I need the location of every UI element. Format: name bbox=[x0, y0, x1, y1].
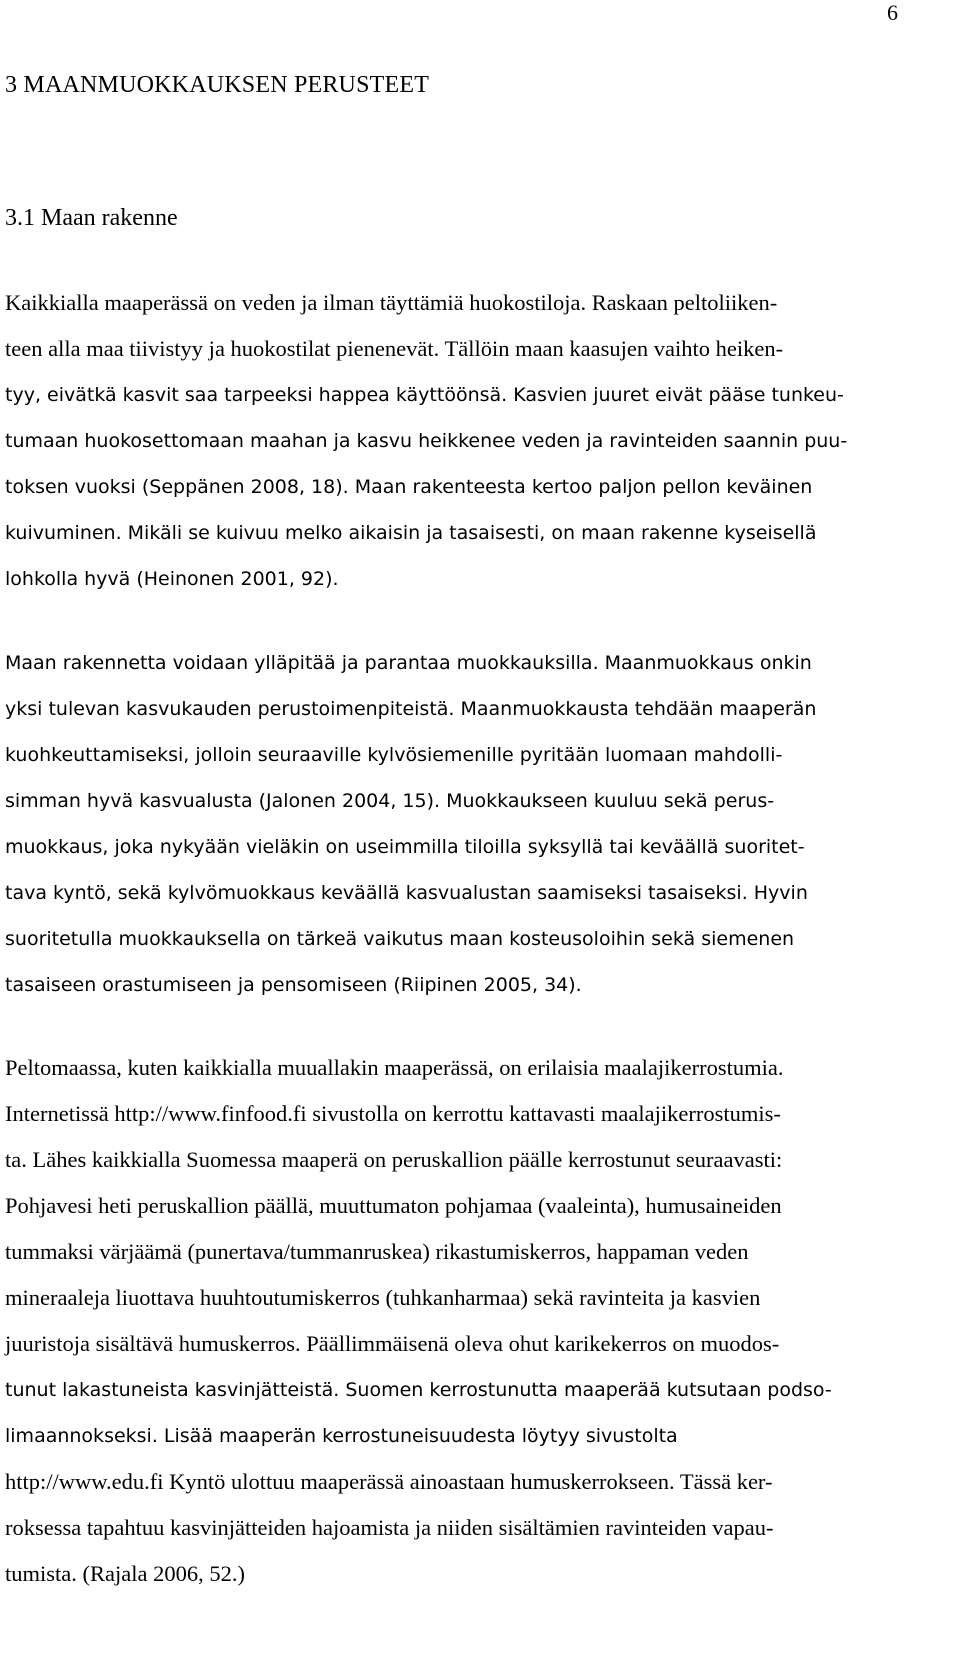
paragraph-line: Kaikkialla maaperässä on veden ja ilman täyttämiä huokostiloja. Raskaan peltoliiken- bbox=[5, 290, 778, 315]
paragraph-line: teen alla maa tiivistyy ja huokostilat pienenevät. Tällöin maan kaasujen vaihto heiken- bbox=[5, 336, 784, 361]
paragraph-line: tumaan huokosettomaan maahan ja kasvu heikkenee veden ja ravinteiden saannin puu- bbox=[5, 430, 848, 452]
paragraph-tillage bbox=[5, 640, 905, 1008]
paragraph-line: toksen vuoksi (Seppänen 2008, 18). Maan rakenteesta kertoo paljon pellon keväinen bbox=[5, 476, 813, 498]
paragraph-line: Peltomaassa, kuten kaikkialla muuallakin maaperässä, on erilaisia maalajikerrostumia. bbox=[5, 1055, 784, 1080]
page-number: 6 bbox=[887, 0, 898, 25]
paragraph-line: tummaksi värjäämä (punertava/tummanruskea) rikastumiskerros, happaman veden bbox=[5, 1239, 749, 1264]
paragraph-line: tunut lakastuneista kasvinjätteistä. Suomen kerrostunutta maaperää kutsutaan podso- bbox=[5, 1379, 832, 1401]
paragraph-soil-structure bbox=[5, 280, 905, 602]
paragraph-line: yksi tulevan kasvukauden perustoimenpiteistä. Maanmuokkausta tehdään maaperän bbox=[5, 698, 817, 720]
paragraph-line: tava kyntö, sekä kylvömuokkaus keväällä kasvualustan saamiseksi tasaiseksi. Hyvin bbox=[5, 882, 808, 904]
paragraph-line: kuohkeuttamiseksi, jolloin seuraaville kylvösiemenille pyritään luomaan mahdolli- bbox=[5, 744, 783, 766]
paragraph-line: tyy, eivätkä kasvit saa tarpeeksi happea käyttöönsä. Kasvien juuret eivät pääse tunkeu- bbox=[5, 384, 844, 406]
paragraph-line: Internetissä http://www.finfood.fi sivustolla on kerrottu kattavasti maalajikerrostumis- bbox=[5, 1101, 781, 1126]
paragraph-line: simman hyvä kasvualusta (Jalonen 2004, 15). Muokkaukseen kuuluu sekä perus- bbox=[5, 790, 775, 812]
chapter-heading: 3 MAANMUOKKAUKSEN PERUSTEET bbox=[5, 72, 430, 98]
paragraph-line: kuivuminen. Mikäli se kuivuu melko aikaisin ja tasaisesti, on maan rakenne kyseisellä bbox=[5, 522, 817, 544]
paragraph-line: lohkolla hyvä (Heinonen 2001, 92). bbox=[5, 568, 339, 590]
paragraph-line: ta. Lähes kaikkialla Suomessa maaperä on peruskallion päälle kerrostunut seuraavasti: bbox=[5, 1147, 783, 1172]
paragraph-line: roksessa tapahtuu kasvinjätteiden hajoamista ja niiden sisältämien ravinteiden vapau- bbox=[5, 1515, 774, 1540]
paragraph-soil-layers bbox=[5, 1045, 905, 1597]
section-heading: 3.1 Maan rakenne bbox=[5, 205, 178, 231]
paragraph-line: Maan rakennetta voidaan ylläpitää ja parantaa muokkauksilla. Maanmuokkaus onkin bbox=[5, 652, 812, 674]
paragraph-line: limaannokseksi. Lisää maaperän kerrostuneisuudesta löytyy sivustolta bbox=[5, 1425, 678, 1447]
paragraph-line: muokkaus, joka nykyään vieläkin on useimmilla tiloilla syksyllä tai keväällä suoritet- bbox=[5, 836, 805, 858]
paragraph-line: tumista. (Rajala 2006, 52.) bbox=[5, 1561, 245, 1586]
paragraph-line: tasaiseen orastumiseen ja pensomiseen (Riipinen 2005, 34). bbox=[5, 974, 582, 996]
paragraph-line: suoritetulla muokkauksella on tärkeä vaikutus maan kosteusoloihin sekä siemenen bbox=[5, 928, 795, 950]
paragraph-line: http://www.edu.fi Kyntö ulottuu maaperässä ainoastaan humuskerrokseen. Tässä ker- bbox=[5, 1469, 773, 1494]
paragraph-line: mineraaleja liuottava huuhtoutumiskerros (tuhkanharmaa) sekä ravinteita ja kasvien bbox=[5, 1285, 761, 1310]
paragraph-line: juuristoja sisältävä humuskerros. Päällimmäisenä oleva ohut karikekerros on muodos- bbox=[5, 1331, 780, 1356]
paragraph-line: Pohjavesi heti peruskallion päällä, muuttumaton pohjamaa (vaaleinta), humusaineiden bbox=[5, 1193, 782, 1218]
